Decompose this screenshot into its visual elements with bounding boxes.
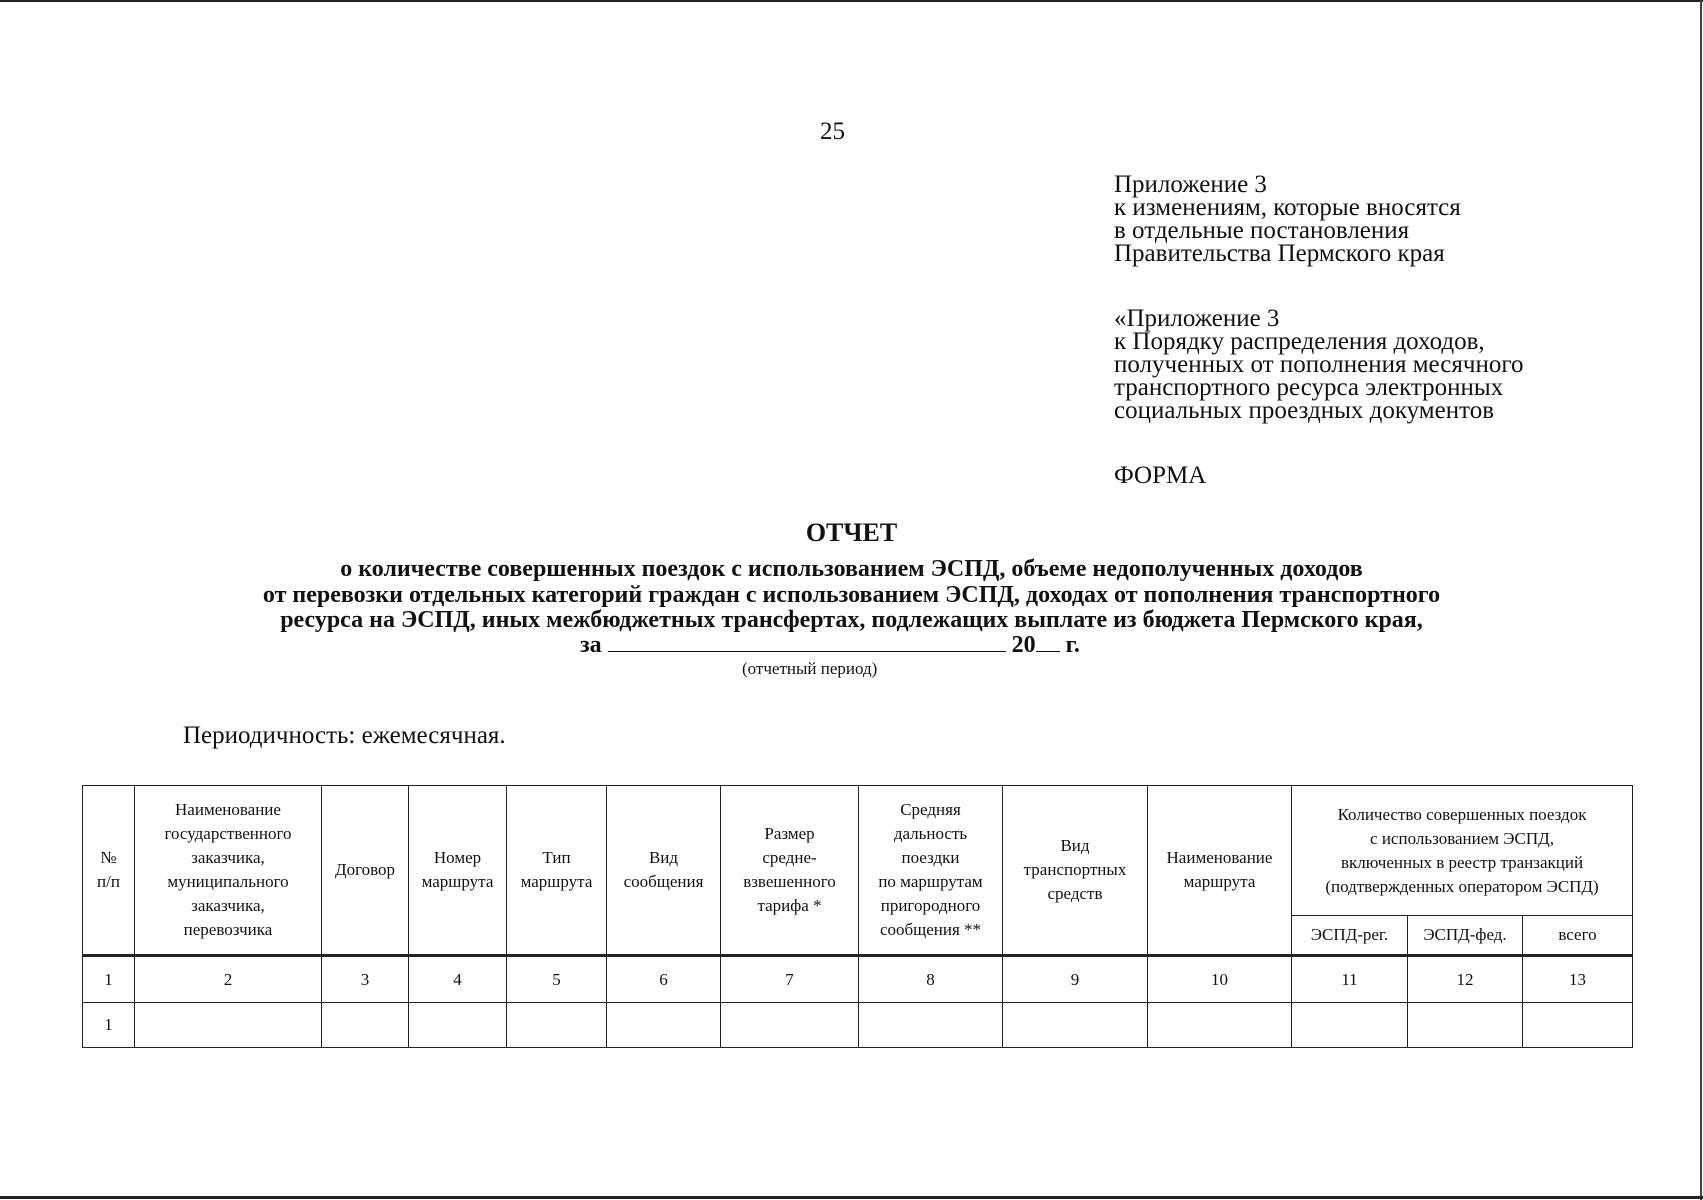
table-cell (1292, 1003, 1408, 1048)
header-line: заказчика, (191, 896, 265, 915)
form-label: ФОРМА (1114, 462, 1207, 489)
report-subtitle-line: о количестве совершенных поездок с использованием ЭСПД, объеме недополученных доходов (340, 556, 1363, 582)
period-year-blank (1036, 629, 1060, 652)
table-cell (1003, 1003, 1148, 1048)
header-line: Тип (542, 848, 571, 867)
header-line: включенных в реестр транзакций (1340, 852, 1584, 872)
appendix-note-2 (1114, 307, 1523, 422)
column-number-cell: 3 (322, 956, 409, 1003)
header-service-type (607, 786, 721, 956)
column-number-row (83, 956, 1633, 1003)
header-line: (подтвержденных оператором ЭСПД) (1325, 876, 1599, 896)
appendix-2-line: полученных от пополнения месячного (1114, 351, 1524, 378)
appendix-1-line: к изменениям, которые вносятся (1114, 194, 1461, 221)
header-espd-federal: ЭСПД-фед. (1408, 916, 1523, 956)
header-line: п/п (97, 872, 120, 891)
period-blank (608, 629, 1006, 652)
column-number-cell: 1 (83, 956, 135, 1003)
header-line: Наименование (1166, 848, 1273, 867)
header-line: № (100, 848, 117, 867)
header-line: взвешенного (743, 872, 836, 891)
header-line: государственного (164, 824, 292, 843)
table-cell (721, 1003, 859, 1048)
table-cell (1523, 1003, 1633, 1048)
header-line: дальность (893, 824, 968, 843)
header-line: Размер (764, 824, 815, 843)
appendix-2-line: к Порядку распределения доходов, (1114, 328, 1485, 355)
column-number-cell: 4 (409, 956, 507, 1003)
header-line: Вид (648, 848, 679, 867)
column-number-cell: 5 (507, 956, 607, 1003)
period-prefix: за (580, 632, 602, 658)
report-table (82, 785, 1633, 1048)
header-line: Вид (1060, 836, 1090, 855)
column-number-cell: 8 (859, 956, 1003, 1003)
column-number-cell: 11 (1292, 956, 1408, 1003)
header-line: Количество совершенных поездок (1337, 804, 1587, 824)
header-espd-regional: ЭСПД-рег. (1292, 916, 1408, 956)
header-line: Средняя (900, 800, 961, 819)
header-line: транспортных (1023, 860, 1127, 879)
header-route-type (507, 786, 607, 956)
table-cell (1408, 1003, 1523, 1048)
table-cell (135, 1003, 322, 1048)
period-hint: (отчетный период) (742, 659, 878, 678)
column-number-cell: 12 (1408, 956, 1523, 1003)
period-suffix: г. (1065, 632, 1080, 658)
header-line: заказчика, (191, 848, 265, 867)
header-customer-name (135, 786, 322, 956)
appendix-1-line: Приложение 3 (1114, 171, 1267, 198)
appendix-1-line: в отдельные постановления (1114, 217, 1410, 244)
report-subtitle-line: ресурса на ЭСПД, иных межбюджетных трансфертах, подлежащих выплате из бюджета Пермского края, (280, 607, 1423, 633)
column-number-cell: 9 (1003, 956, 1148, 1003)
column-number-cell: 6 (607, 956, 721, 1003)
column-number-cell: 10 (1148, 956, 1292, 1003)
header-line: средств (1047, 884, 1103, 903)
header-line: маршрута (421, 872, 494, 891)
header-line: пригородного (880, 896, 981, 915)
reporting-period-line (580, 629, 1080, 659)
header-route-number (409, 786, 507, 956)
header-number (83, 786, 135, 956)
report-subtitle (0, 557, 1703, 634)
header-route-name (1148, 786, 1292, 956)
header-line: сообщения (623, 872, 704, 891)
header-line: по маршрутам (878, 872, 983, 891)
header-vehicle-type (1003, 786, 1148, 956)
header-line: поездки (901, 848, 960, 867)
scan-edge-bottom (0, 1196, 1703, 1199)
header-line: тарифа * (757, 896, 822, 915)
periodicity: Периодичность: ежемесячная. (183, 722, 506, 749)
table-cell (322, 1003, 409, 1048)
header-total: всего (1523, 916, 1633, 956)
column-number-cell: 7 (721, 956, 859, 1003)
table-cell (507, 1003, 607, 1048)
scan-edge-top (0, 0, 1703, 2)
header-line: маршрута (520, 872, 593, 891)
header-contract (322, 786, 409, 956)
header-line: Наименование (175, 800, 281, 819)
period-year-prefix: 20 (1011, 632, 1036, 658)
column-number-cell: 2 (135, 956, 322, 1003)
header-line: маршрута (1183, 872, 1256, 891)
column-number-cell: 13 (1523, 956, 1633, 1003)
header-line: перевозчика (183, 920, 273, 939)
report-subtitle-line: от перевозки отдельных категорий граждан с использованием ЭСПД, доходах от пополнения транспортного (262, 581, 1441, 608)
appendix-2-line: «Приложение 3 (1114, 305, 1280, 332)
header-average-distance (859, 786, 1003, 956)
header-trip-count-group (1292, 786, 1633, 916)
header-line: сообщения ** (879, 920, 982, 939)
table-cell (859, 1003, 1003, 1048)
table-row (83, 1003, 1633, 1048)
table-cell (607, 1003, 721, 1048)
table-cell (1148, 1003, 1292, 1048)
header-weighted-tariff (721, 786, 859, 956)
header-line: Номер (433, 848, 482, 867)
appendix-1-line: Правительства Пермского края (1114, 240, 1445, 267)
header-line: с использованием ЭСПД, (1370, 828, 1554, 848)
appendix-2-line: социальных проездных документов (1114, 397, 1495, 424)
table-cell: 1 (83, 1003, 135, 1048)
table-cell (409, 1003, 507, 1048)
header-line: средне- (762, 848, 817, 867)
page-number: 25 (820, 118, 845, 145)
appendix-note-1 (1114, 173, 1461, 265)
header-line: Договор (334, 860, 396, 879)
report-title: ОТЧЕТ (805, 518, 898, 547)
appendix-2-line: транспортного ресурса электронных (1114, 374, 1504, 401)
header-line: муниципального (167, 872, 289, 891)
